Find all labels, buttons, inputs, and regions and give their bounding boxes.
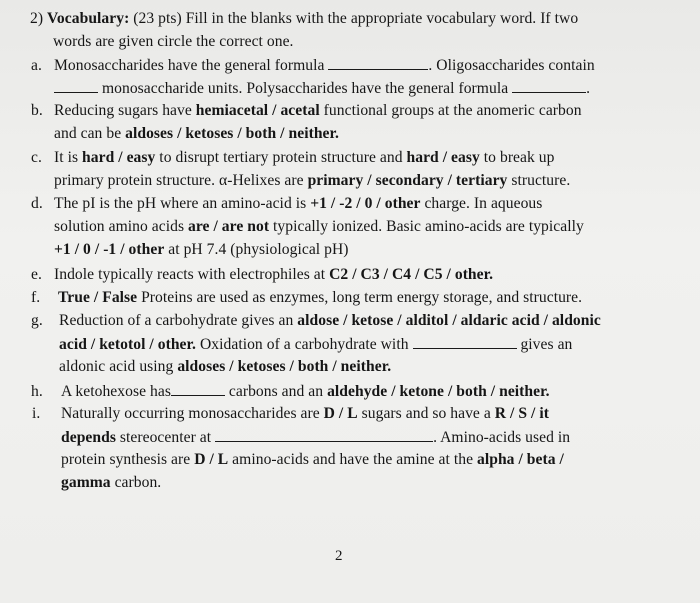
item-d-text: The pI is the pH where an amino-acid is: [54, 195, 311, 212]
blank-carbon-count[interactable]: [171, 381, 225, 396]
item-a-marker: a.: [31, 57, 42, 74]
item-d-line3: [54, 240, 349, 260]
item-i-line2: [61, 427, 570, 448]
item-d-line3-text: at pH 7.4 (physiological pH): [164, 241, 349, 258]
question-number: 2): [30, 10, 44, 27]
item-b-marker: b.: [31, 102, 43, 119]
question-header-line1: [30, 9, 578, 29]
item-e-marker: e.: [31, 266, 42, 283]
blank-stereocenter[interactable]: [215, 427, 433, 442]
item-g-line3: [59, 357, 391, 377]
option-hemiacetal-acetal[interactable]: hemiacetal / acetal: [195, 102, 320, 119]
option-hard-easy-tertiary[interactable]: hard / easy: [82, 149, 156, 166]
question-intro-line1: (23 pts) Fill in the blanks with the appropriate vocabulary word. If two: [129, 10, 579, 27]
item-f-line1: [31, 288, 582, 308]
option-indole-position[interactable]: C2 / C3 / C4 / C5 / other.: [329, 266, 494, 283]
item-i-line3: [61, 450, 564, 470]
option-true-false[interactable]: True / False: [58, 289, 138, 306]
item-a-text: Monosaccharides have the general formula: [54, 57, 325, 74]
option-amine-position[interactable]: alpha / beta /: [477, 451, 564, 468]
item-g-line3-text: aldonic acid using: [59, 358, 178, 375]
item-i-line2-end: . Amino-acids used in: [433, 429, 571, 446]
item-g-marker: g.: [31, 312, 43, 329]
option-d-l-amino[interactable]: D / L: [194, 451, 229, 468]
page-number: 2: [335, 548, 343, 564]
item-c-line1: [31, 148, 555, 168]
item-c-line2-end: structure.: [507, 172, 571, 189]
item-i-line1: [32, 404, 549, 424]
option-carbonyl-type[interactable]: aldehyde / ketone / both / neither.: [327, 383, 550, 400]
option-structure-level[interactable]: primary / secondary / tertiary: [307, 172, 508, 189]
option-basic-charge[interactable]: +1 / 0 / -1 / other: [54, 241, 165, 258]
item-i-line3-text2: amino-acids and have the amine at the: [228, 451, 477, 468]
item-g-line2-end: gives an: [516, 336, 573, 353]
item-c-marker: c.: [31, 149, 42, 166]
item-g-text: Reduction of a carbohydrate gives an: [59, 312, 298, 329]
item-g-line1: [31, 311, 601, 331]
item-i-line4: [61, 473, 161, 493]
option-pi-charge[interactable]: +1 / -2 / 0 / other: [310, 195, 421, 212]
item-b-text: Reducing sugars have: [54, 102, 196, 119]
option-r-s-cont[interactable]: depends: [61, 429, 116, 446]
item-e-line1: [31, 265, 493, 285]
item-c-text3: to break up: [479, 149, 555, 166]
option-aldoses-ketoses[interactable]: aldoses / ketoses / both / neither.: [125, 125, 339, 142]
item-d-line2: [54, 217, 584, 237]
item-i-text2: sugars and so have a: [357, 405, 495, 422]
item-i-text: Naturally occurring monosaccharides are: [61, 405, 324, 422]
item-c-text: It is: [54, 149, 83, 166]
item-e-text: Indole typically reacts with electrophiles at: [54, 266, 330, 283]
item-i-line4-text: carbon.: [110, 474, 162, 491]
option-reduction-product[interactable]: aldose / ketose / alditol / aldaric acid / aldonic: [297, 312, 601, 329]
item-b-line2: [54, 124, 339, 144]
item-g-line2: [59, 334, 572, 355]
item-d-marker: d.: [31, 195, 43, 212]
item-a-line1: [31, 55, 595, 76]
item-c-line2: [54, 171, 570, 191]
item-b-line1: [31, 101, 582, 121]
item-i-line2-text: stereocenter at: [115, 429, 212, 446]
question-intro-line2: words are given circle the correct one.: [53, 33, 294, 50]
item-a-line2-text: monosaccharide units. Polysaccharides have the general formula: [101, 80, 509, 97]
item-c-line2-text: primary protein structure. α-Helixes are: [54, 172, 308, 189]
item-f-text: Proteins are used as enzymes, long term energy storage, and structure.: [137, 289, 583, 306]
option-r-s[interactable]: R / S / it: [494, 405, 549, 422]
item-d-line2-text: solution amino acids: [54, 218, 189, 235]
item-g-line2-text: Oxidation of a carbohydrate with: [196, 336, 409, 353]
item-a-after: . Oligosaccharides contain: [428, 57, 595, 74]
option-aldonic-substrate[interactable]: aldoses / ketoses / both / neither.: [177, 358, 392, 375]
item-i-line3-text: protein synthesis are: [61, 451, 195, 468]
option-are-are-not[interactable]: are / are not: [188, 218, 270, 235]
item-i-marker: i.: [32, 405, 41, 422]
item-a-line2: [54, 78, 590, 99]
item-h-line1: [31, 381, 550, 402]
item-d-text2: charge. In aqueous: [420, 195, 543, 212]
option-amine-position-cont[interactable]: gamma: [61, 474, 111, 491]
blank-oligo-count[interactable]: [54, 78, 98, 93]
option-d-l-sugars[interactable]: D / L: [323, 405, 358, 422]
item-h-marker: h.: [31, 383, 43, 400]
item-a-line2-end: .: [586, 80, 591, 97]
item-h-text2: carbons and an: [224, 383, 328, 400]
blank-general-formula-mono[interactable]: [328, 55, 428, 70]
item-c-text2: to disrupt tertiary protein structure and: [155, 149, 407, 166]
item-b-text2: functional groups at the anomeric carbon: [319, 102, 582, 119]
blank-general-formula-poly[interactable]: [512, 78, 586, 93]
item-h-text: A ketohexose has: [61, 383, 171, 400]
question-title: Vocabulary:: [47, 10, 130, 27]
item-d-line1: [31, 194, 542, 214]
blank-oxidizing-agent[interactable]: [413, 334, 517, 349]
item-f-marker: f.: [31, 289, 41, 306]
question-header-line2: [53, 32, 294, 52]
item-d-line2-end: typically ionized. Basic amino-acids are typically: [269, 218, 584, 235]
item-b-line2-text: and can be: [54, 125, 126, 142]
option-hard-easy-primary[interactable]: hard / easy: [406, 149, 480, 166]
option-reduction-product-cont[interactable]: acid / ketotol / other.: [59, 336, 197, 353]
